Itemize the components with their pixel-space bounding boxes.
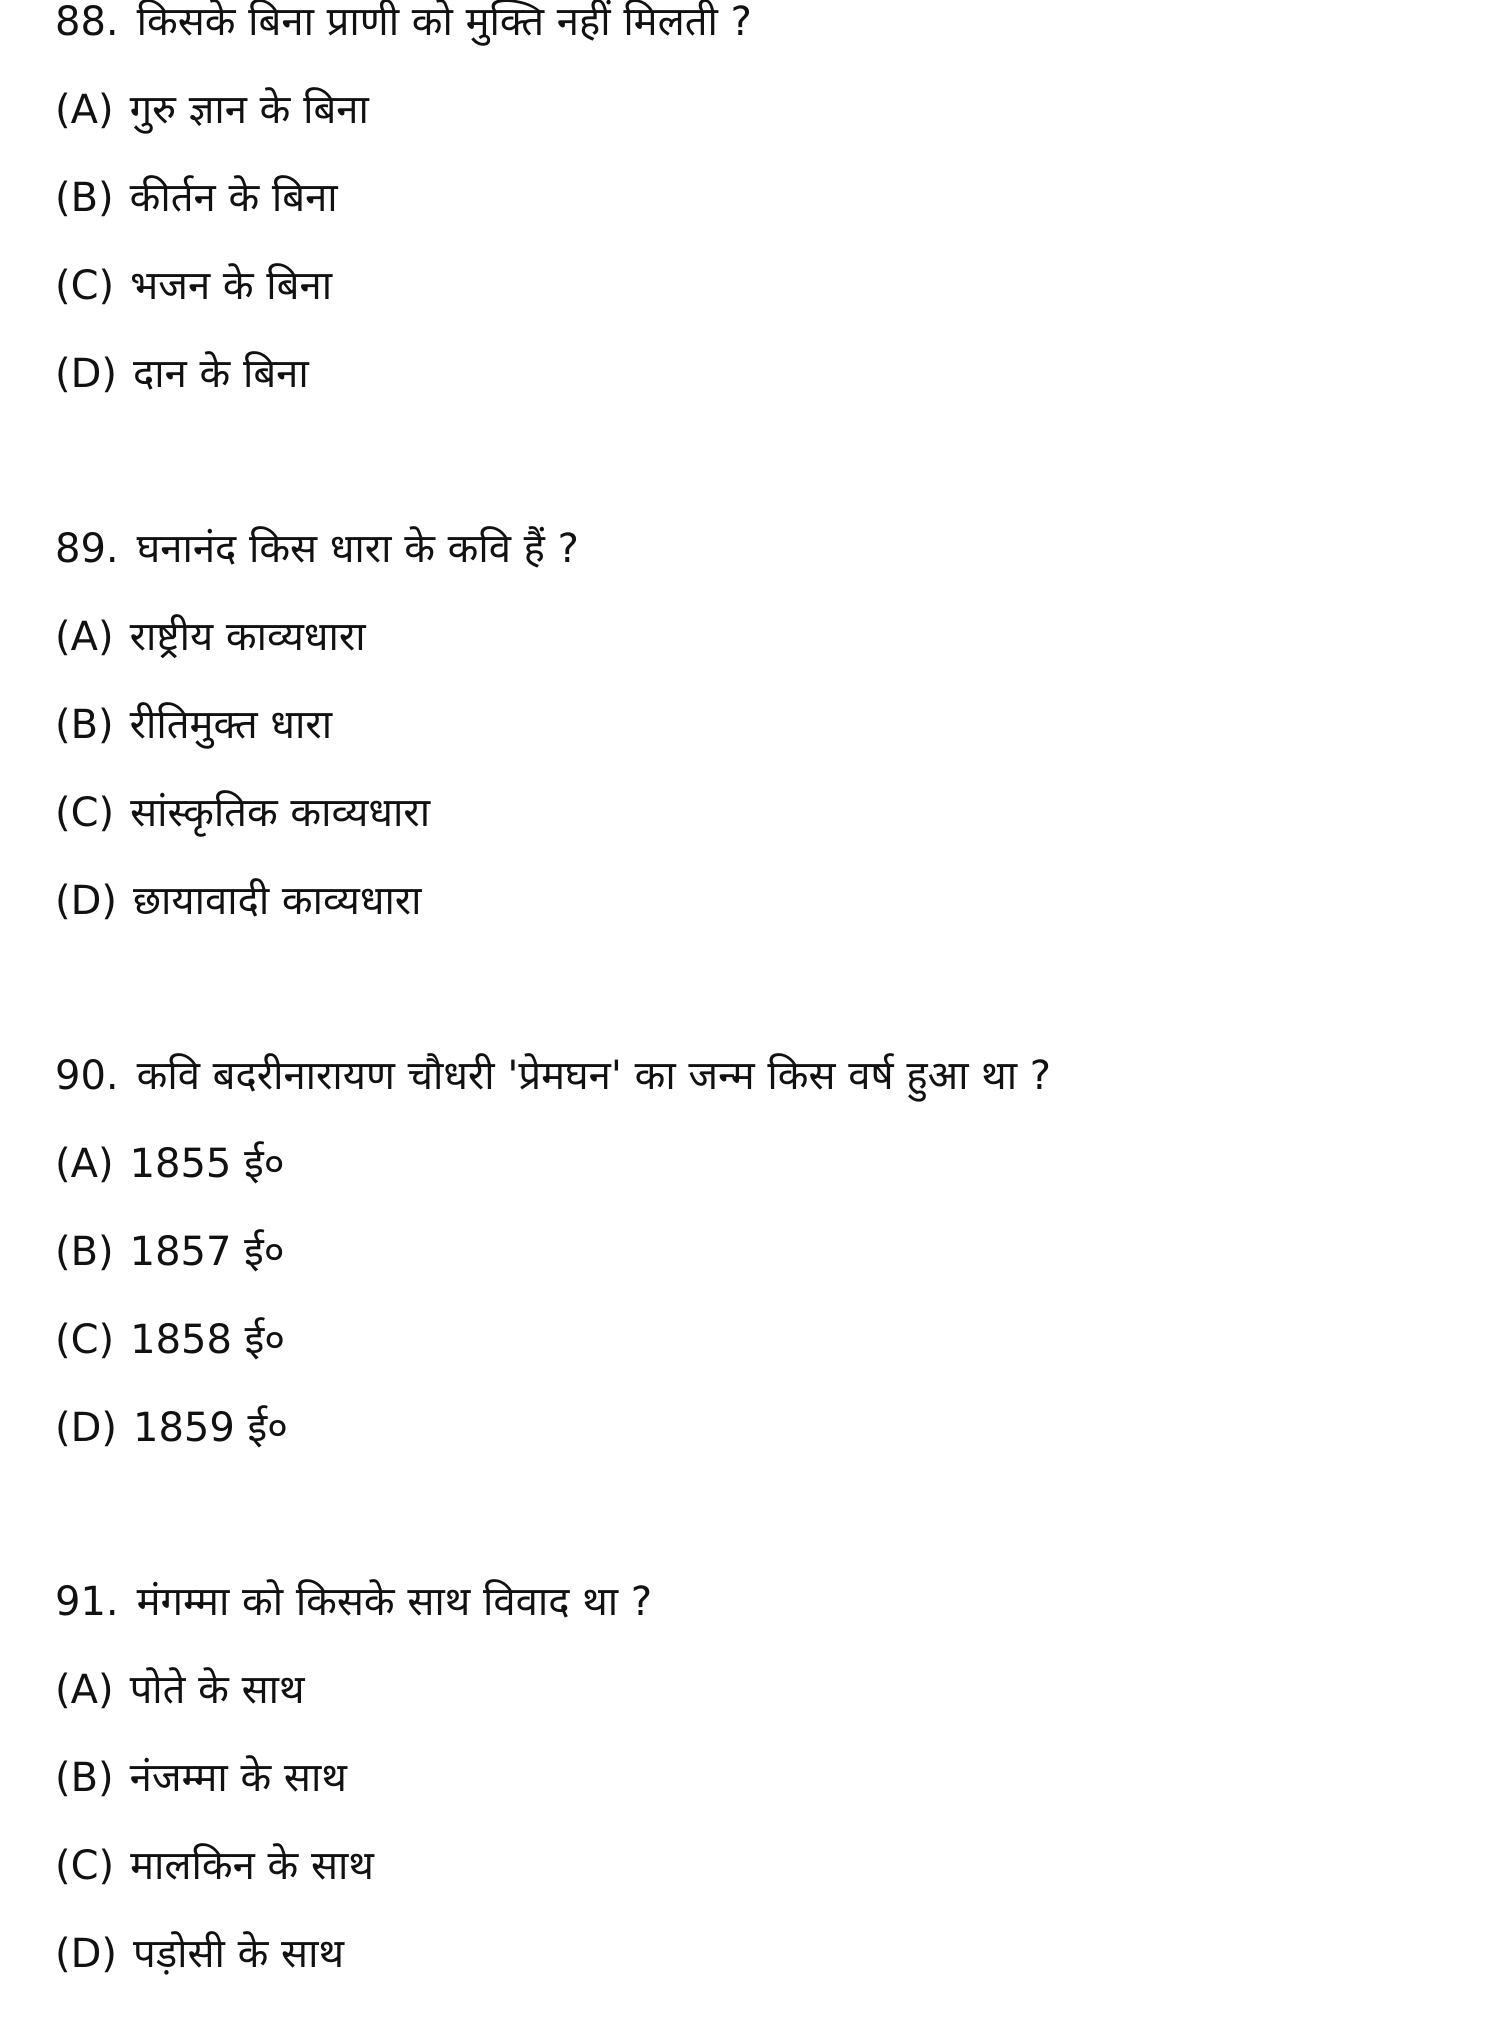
option-text: भजन के बिना xyxy=(130,263,333,309)
option-label: (B) xyxy=(55,1755,114,1801)
option-label: (B) xyxy=(55,175,114,221)
option-label: (B) xyxy=(55,1229,114,1275)
option-d xyxy=(55,330,1455,418)
option-a xyxy=(55,66,1455,154)
option-text: 1859 ई० xyxy=(133,1405,288,1451)
option-b xyxy=(55,681,1455,769)
option-a xyxy=(55,593,1455,681)
option-b xyxy=(55,1208,1455,1296)
option-d xyxy=(55,1910,1455,1998)
option-text: 1858 ई० xyxy=(130,1317,286,1363)
question-text: कवि बदरीनारायण चौधरी 'प्रेमघन' का जन्म किस वर्ष हुआ था ? xyxy=(136,1053,1052,1099)
option-c xyxy=(55,1822,1455,1910)
option-c xyxy=(55,242,1455,330)
option-c xyxy=(55,1296,1455,1384)
option-label: (C) xyxy=(55,263,115,309)
option-text: दान के बिना xyxy=(133,351,309,397)
option-label: (C) xyxy=(55,1843,115,1889)
question-number: 88. xyxy=(55,0,119,45)
option-text: पड़ोसी के साथ xyxy=(133,1931,345,1977)
question-text: घनानंद किस धारा के कवि हैं ? xyxy=(136,526,579,572)
question-text: मंगम्मा को किसके साथ विवाद था ? xyxy=(136,1579,653,1625)
option-label: (A) xyxy=(55,1141,114,1187)
option-label: (B) xyxy=(55,702,114,748)
question-stem xyxy=(55,1032,1455,1120)
question-88 xyxy=(55,0,1455,418)
question-89 xyxy=(55,505,1455,945)
option-label: (A) xyxy=(55,614,114,660)
option-label: (A) xyxy=(55,87,114,133)
option-label: (C) xyxy=(55,790,115,836)
question-number: 89. xyxy=(55,526,119,572)
option-text: रीतिमुक्त धारा xyxy=(129,702,333,748)
question-90 xyxy=(55,1032,1455,1472)
option-label: (A) xyxy=(55,1667,114,1713)
option-text: मालकिन के साथ xyxy=(130,1843,374,1889)
question-stem xyxy=(55,1558,1455,1646)
option-label: (D) xyxy=(55,878,118,924)
option-text: कीर्तन के बिना xyxy=(129,175,338,221)
option-text: नंजम्मा के साथ xyxy=(129,1755,347,1801)
option-label: (C) xyxy=(55,1317,115,1363)
question-stem xyxy=(55,0,1455,66)
option-label: (D) xyxy=(55,1931,118,1977)
option-a xyxy=(55,1646,1455,1734)
option-text: गुरु ज्ञान के बिना xyxy=(129,87,369,133)
option-b xyxy=(55,154,1455,242)
option-label: (D) xyxy=(55,351,118,397)
option-text: 1857 ई० xyxy=(129,1229,285,1275)
question-text: किसके बिना प्राणी को मुक्ति नहीं मिलती ? xyxy=(136,0,752,45)
question-stem xyxy=(55,505,1455,593)
question-number: 90. xyxy=(55,1053,119,1099)
option-text: राष्ट्रीय काव्यधारा xyxy=(129,614,366,660)
option-c xyxy=(55,769,1455,857)
option-a xyxy=(55,1120,1455,1208)
option-b xyxy=(55,1734,1455,1822)
option-text: सांस्कृतिक काव्यधारा xyxy=(130,790,431,836)
option-label: (D) xyxy=(55,1405,118,1451)
option-text: पोते के साथ xyxy=(129,1667,305,1713)
question-number: 91. xyxy=(55,1579,119,1625)
option-d xyxy=(55,1384,1455,1472)
option-text: 1855 ई० xyxy=(129,1141,285,1187)
option-d xyxy=(55,857,1455,945)
question-91 xyxy=(55,1558,1455,1998)
option-text: छायावादी काव्यधारा xyxy=(133,878,422,924)
